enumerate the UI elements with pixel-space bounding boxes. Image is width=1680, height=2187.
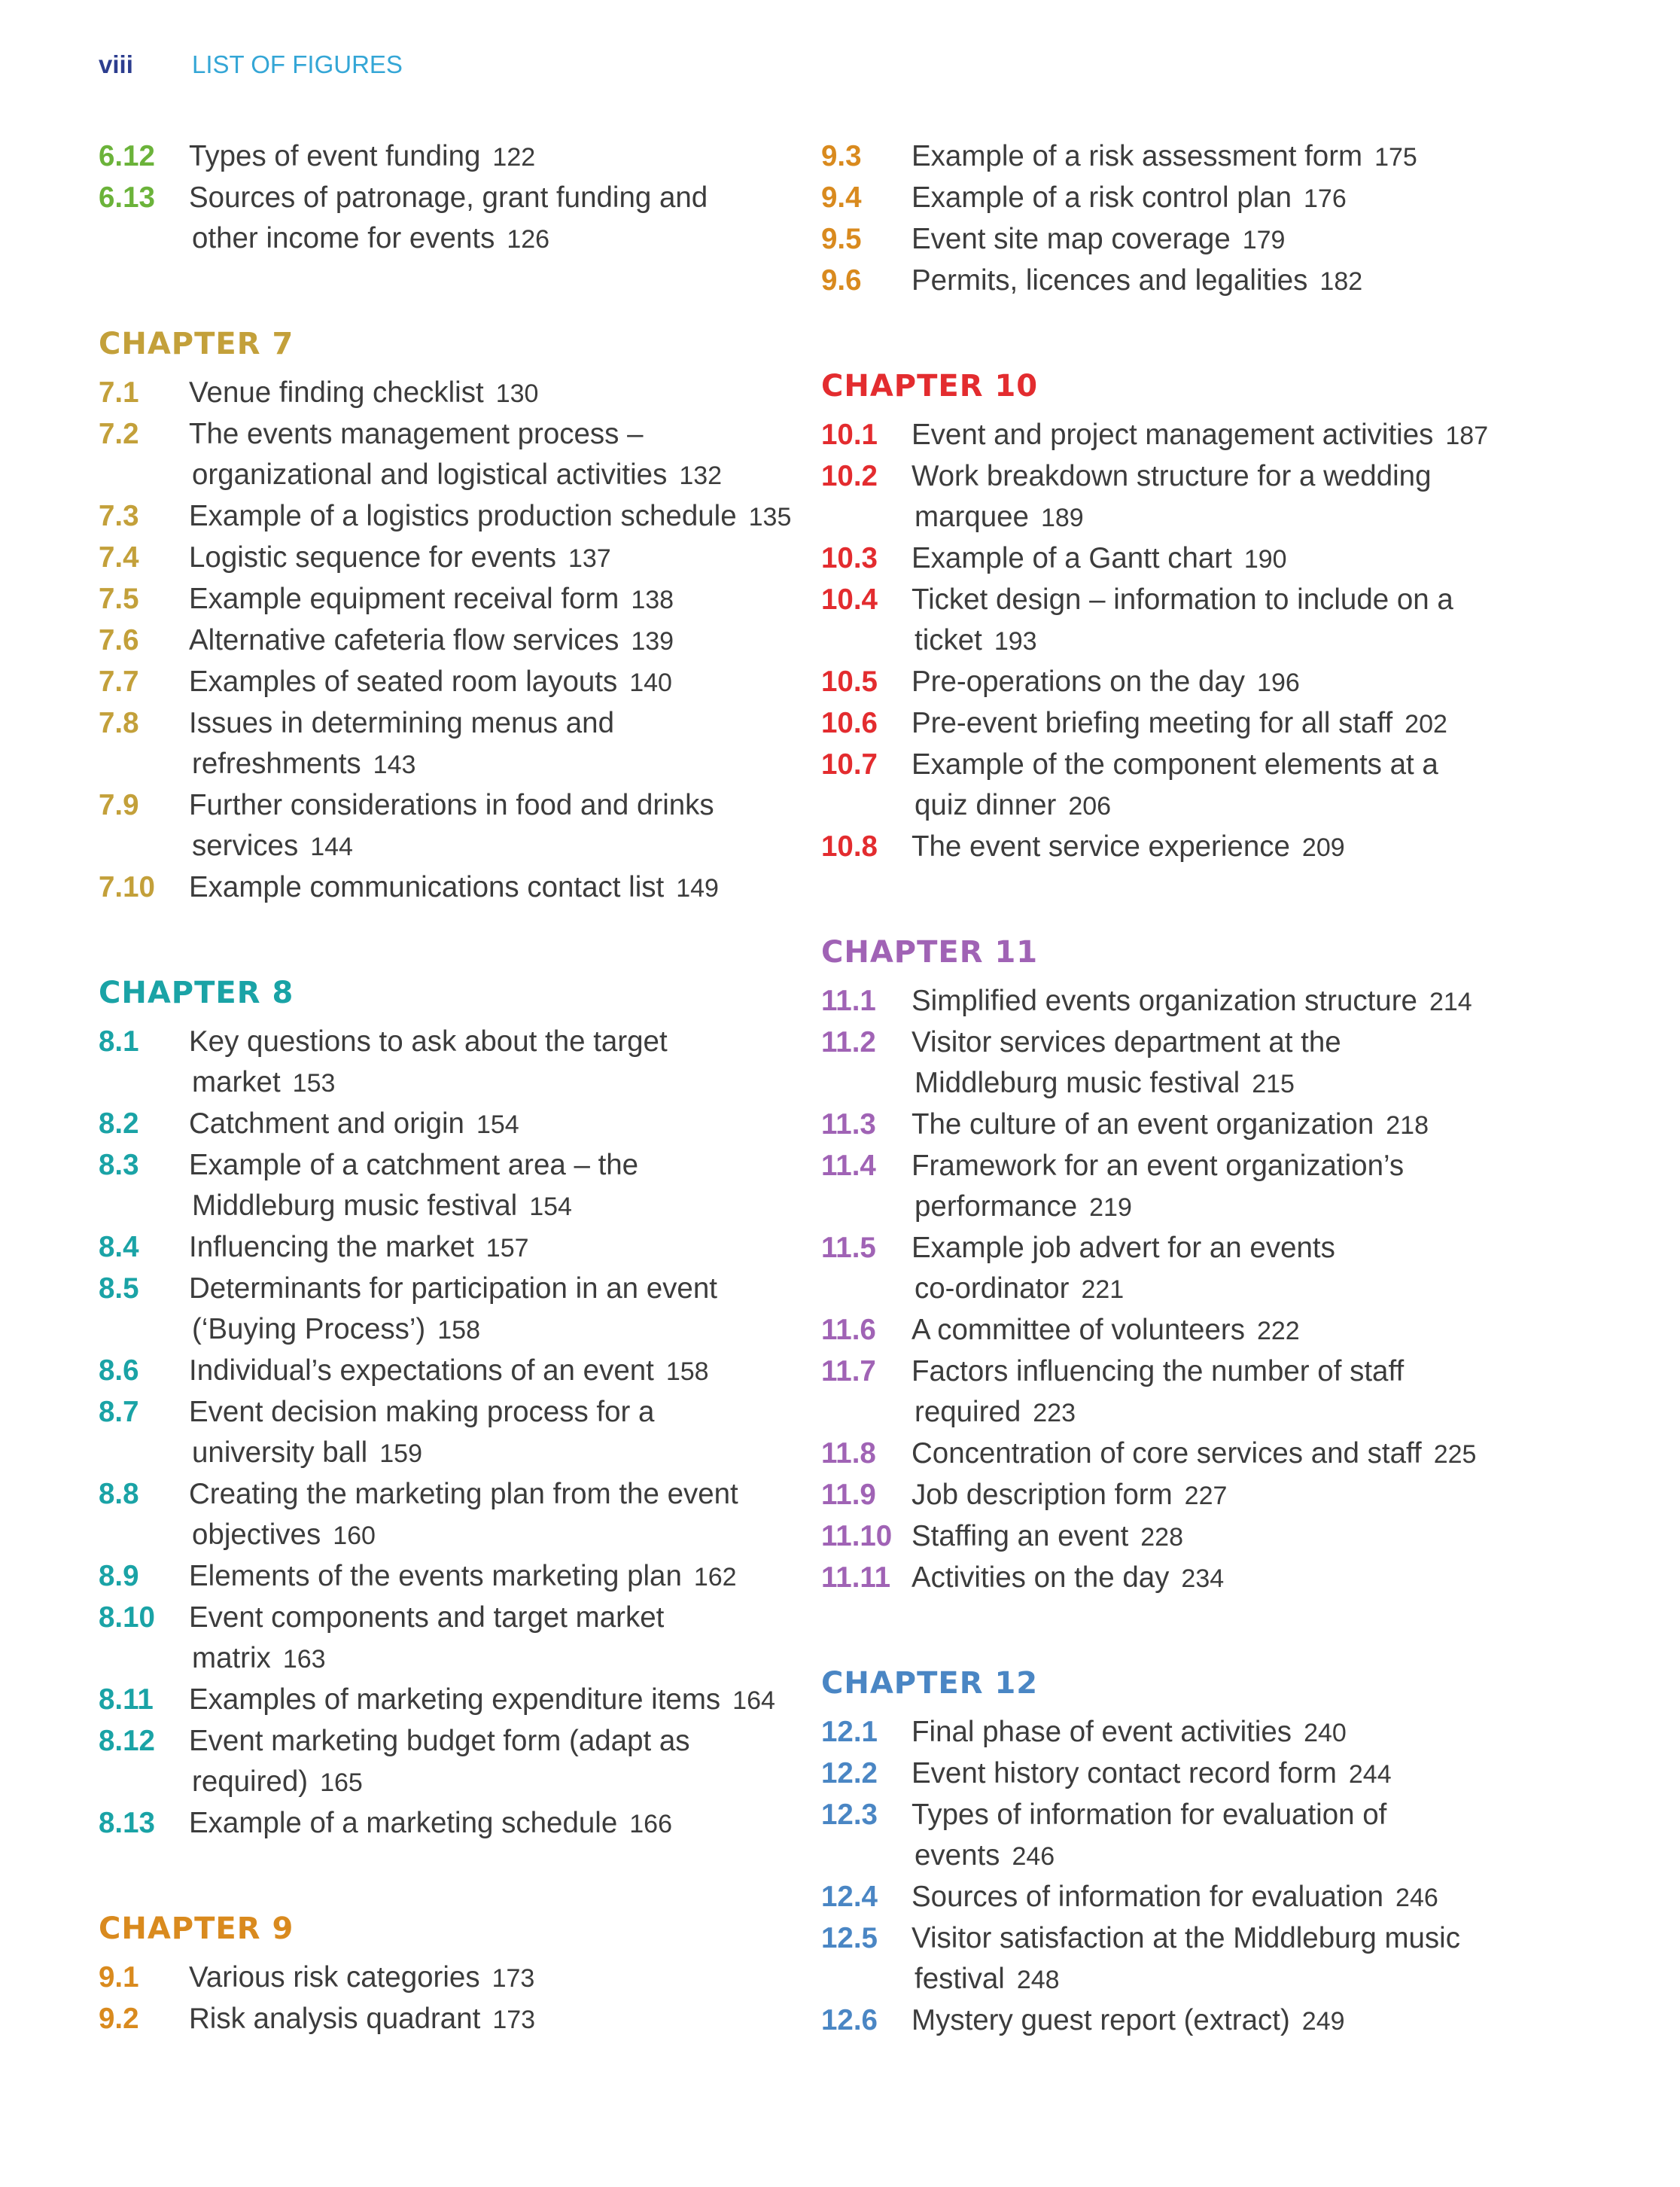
- figure-title: A committee of volunteers: [912, 1314, 1245, 1346]
- figure-entry: [821, 981, 1559, 1022]
- figure-number: 7.1: [99, 376, 139, 409]
- figure-title-continued: marquee: [915, 501, 1029, 533]
- figure-title: Visitor services department at the: [912, 1026, 1341, 1058]
- figure-entry: [821, 1228, 1559, 1310]
- section-chapter-9: [99, 1909, 776, 2040]
- figure-entry: [821, 703, 1559, 745]
- figure-title: Job description form: [912, 1479, 1173, 1511]
- figure-title: Example of a risk control plan: [912, 181, 1292, 214]
- figure-number: 8.13: [99, 1807, 155, 1839]
- figure-title: Venue finding checklist: [189, 376, 484, 409]
- figure-page: 240: [1304, 1719, 1347, 1747]
- figure-page: 182: [1319, 267, 1363, 296]
- figure-title-continued: ticket: [915, 624, 982, 656]
- figure-title: Mystery guest report (extract): [912, 2004, 1290, 2036]
- figure-title: Example job advert for an events: [912, 1232, 1335, 1264]
- section-chapter-6-continued: [99, 136, 776, 260]
- figure-number: 11.8: [821, 1437, 876, 1470]
- figure-entry: [821, 1877, 1559, 1918]
- figure-title-continued: Middleburg music festival: [915, 1067, 1240, 1099]
- section-chapter-8: [99, 973, 776, 1844]
- figure-entry: [99, 662, 776, 703]
- figure-entry: [99, 620, 776, 662]
- figure-title-continued: university ball: [192, 1436, 368, 1469]
- figure-title: Examples of marketing expenditure items: [189, 1683, 721, 1716]
- figure-number: 11.6: [821, 1314, 876, 1346]
- figure-title-continued: organizational and logistical activities: [192, 458, 668, 491]
- figure-title: Event components and target market: [189, 1601, 665, 1634]
- figure-page: 153: [292, 1069, 336, 1098]
- figure-number: 8.9: [99, 1560, 139, 1592]
- figure-entry: [821, 827, 1559, 868]
- figure-title: Elements of the events marketing plan: [189, 1560, 682, 1592]
- figure-entry: [99, 1227, 776, 1269]
- figure-number: 11.3: [821, 1108, 876, 1141]
- figure-number: 8.10: [99, 1601, 155, 1634]
- figure-number: 10.3: [821, 542, 878, 574]
- figure-page: 206: [1068, 792, 1112, 821]
- figure-title: Types of information for evaluation of: [912, 1799, 1387, 1831]
- figure-number: 12.3: [821, 1799, 878, 1831]
- figure-title: Issues in determining menus and: [189, 707, 614, 739]
- figure-number: 11.5: [821, 1232, 876, 1264]
- figure-title: Catchment and origin: [189, 1107, 464, 1140]
- figure-page: 223: [1033, 1399, 1076, 1427]
- figure-entry: [821, 260, 1559, 302]
- figure-title: Framework for an event organization’s: [912, 1150, 1405, 1182]
- figure-title: Example communications contact list: [189, 871, 665, 903]
- left-column: [99, 136, 792, 2105]
- figure-title: The events management process –: [189, 418, 644, 450]
- figure-page: 209: [1301, 833, 1345, 862]
- figure-entry: [99, 1721, 776, 1803]
- figure-entry: [99, 1145, 776, 1227]
- figure-title: Example of the component elements at a: [912, 748, 1438, 781]
- figure-number: 9.1: [99, 1961, 139, 1994]
- figure-title-continued: objectives: [192, 1518, 321, 1551]
- figure-title: Event and project management activities: [912, 419, 1434, 451]
- figure-entry: [99, 1474, 776, 1556]
- right-column: [821, 136, 1559, 2106]
- chapter-heading: CHAPTER 11: [821, 935, 1039, 970]
- figure-entry: [821, 580, 1559, 662]
- figure-page: 163: [282, 1645, 326, 1674]
- figure-page: 137: [568, 544, 611, 573]
- figure-page: 139: [631, 627, 674, 656]
- figure-title: Concentration of core services and staff: [912, 1437, 1422, 1470]
- figure-page: 228: [1140, 1523, 1183, 1552]
- figure-number: 7.4: [99, 541, 139, 574]
- figure-entry: [99, 496, 792, 538]
- figure-number: 8.1: [99, 1025, 139, 1058]
- figure-page: 158: [665, 1357, 709, 1386]
- figure-entry: [821, 415, 1559, 456]
- figure-title: Factors influencing the number of staff: [912, 1355, 1405, 1387]
- chapter-heading: CHAPTER 7: [99, 327, 294, 361]
- figure-title: Example of a marketing schedule: [189, 1807, 618, 1839]
- figure-title: Activities on the day: [912, 1561, 1170, 1594]
- section-chapter-7: [99, 324, 792, 909]
- figure-page: 154: [476, 1110, 519, 1139]
- figure-entry: [821, 538, 1559, 580]
- figure-page: 126: [507, 225, 550, 254]
- figure-number: 12.4: [821, 1881, 878, 1913]
- figure-entry: [821, 456, 1559, 538]
- figure-page: 189: [1040, 504, 1084, 532]
- chapter-heading: CHAPTER 12: [821, 1666, 1039, 1701]
- figure-title: Pre-event briefing meeting for all staff: [912, 707, 1393, 739]
- figure-page: 179: [1242, 226, 1286, 254]
- figure-page: 196: [1257, 669, 1300, 697]
- figure-number: 11.1: [821, 985, 876, 1017]
- figure-title: Creating the marketing plan from the event: [189, 1478, 738, 1510]
- figure-number: 12.5: [821, 1922, 878, 1954]
- figure-number: 7.8: [99, 707, 139, 739]
- figure-page: 140: [629, 669, 672, 697]
- figure-title: Visitor satisfaction at the Middleburg music: [912, 1922, 1460, 1954]
- figure-title: Examples of seated room layouts: [189, 666, 618, 698]
- figure-number: 9.3: [821, 140, 862, 172]
- figure-entry: [821, 662, 1559, 703]
- figure-title: Event history contact record form: [912, 1757, 1337, 1790]
- figure-number: 8.8: [99, 1478, 139, 1510]
- section-chapter-12: [821, 1664, 1559, 2042]
- figure-page: 143: [373, 751, 416, 779]
- figure-page: 234: [1181, 1564, 1225, 1593]
- figure-page: 149: [676, 874, 719, 903]
- figure-title: The culture of an event organization: [912, 1108, 1374, 1141]
- figure-title-continued: required): [192, 1765, 309, 1798]
- figure-page: 214: [1429, 988, 1472, 1016]
- figure-page: 130: [495, 379, 539, 408]
- figure-page: 164: [732, 1686, 775, 1715]
- figure-page: 173: [492, 2006, 536, 2034]
- figure-entry: [821, 1795, 1559, 1877]
- figure-title: Sources of information for evaluation: [912, 1881, 1384, 1913]
- figure-number: 8.5: [99, 1272, 139, 1305]
- figure-title: Final phase of event activities: [912, 1716, 1292, 1748]
- figure-title: Event decision making process for a: [189, 1396, 655, 1428]
- figure-page: 222: [1256, 1317, 1300, 1345]
- figure-title: Ticket design – information to include on a: [912, 583, 1453, 616]
- figure-page: 159: [379, 1439, 422, 1468]
- figure-entry: [99, 867, 776, 909]
- figure-title: Staffing an event: [912, 1520, 1129, 1552]
- figure-title: Key questions to ask about the target: [189, 1025, 668, 1058]
- figure-entry: [821, 1918, 1559, 2000]
- figure-number: 11.2: [821, 1026, 876, 1058]
- figure-page: 219: [1089, 1193, 1132, 1222]
- figure-title-continued: market: [192, 1066, 281, 1098]
- figure-entry: [821, 1475, 1559, 1516]
- figure-entry: [821, 1351, 1559, 1433]
- figure-number: 10.2: [821, 460, 878, 492]
- figure-number: 10.6: [821, 707, 878, 739]
- figure-number: 7.10: [99, 871, 155, 903]
- figure-number: 9.2: [99, 2003, 139, 2035]
- figure-title-continued: (‘Buying Process’): [192, 1313, 426, 1345]
- figure-page: 190: [1243, 545, 1287, 574]
- figure-number: 7.6: [99, 624, 139, 656]
- figure-title: Example of a catchment area – the: [189, 1149, 639, 1181]
- running-header-title: LIST OF FIGURES: [192, 50, 403, 78]
- figure-entry: [99, 1680, 776, 1721]
- figure-page: 144: [310, 833, 353, 861]
- figure-entry: [821, 2000, 1559, 2042]
- figure-number: 9.4: [821, 181, 862, 214]
- figure-page: 187: [1445, 422, 1489, 450]
- chapter-heading: CHAPTER 8: [99, 976, 294, 1010]
- figure-title-continued: performance: [915, 1190, 1078, 1223]
- figure-entry: [99, 178, 776, 260]
- figure-entry: [99, 1598, 776, 1680]
- running-header: [99, 50, 403, 80]
- page-number: viii: [99, 50, 133, 78]
- figure-title-continued: required: [915, 1396, 1021, 1428]
- figure-page: 138: [631, 586, 674, 614]
- figure-title: Example of a logistics production schedule: [189, 500, 737, 532]
- figure-page: 166: [629, 1810, 672, 1838]
- figure-number: 9.5: [821, 223, 862, 255]
- figure-number: 10.8: [821, 830, 878, 863]
- figure-number: 12.6: [821, 2004, 878, 2036]
- figure-title: Event site map coverage: [912, 223, 1231, 255]
- figure-page: 221: [1081, 1275, 1125, 1304]
- figure-page: 157: [485, 1234, 529, 1263]
- figure-number: 7.5: [99, 583, 139, 615]
- figure-title: Sources of patronage, grant funding and: [189, 181, 708, 214]
- figure-title-continued: services: [192, 830, 299, 862]
- figure-page: 175: [1374, 143, 1417, 172]
- figure-number: 10.4: [821, 583, 878, 616]
- figure-title: The event service experience: [912, 830, 1290, 863]
- figure-number: 11.9: [821, 1479, 876, 1511]
- figure-entry: [99, 785, 776, 867]
- section-chapter-11: [821, 933, 1559, 1599]
- figure-page: 246: [1395, 1884, 1438, 1912]
- figure-page: 227: [1184, 1482, 1228, 1510]
- figure-page: 132: [679, 461, 723, 490]
- figure-entry: [821, 1516, 1559, 1558]
- figure-number: 8.11: [99, 1683, 154, 1716]
- figure-page: 215: [1252, 1070, 1295, 1098]
- figure-number: 8.12: [99, 1725, 155, 1757]
- figure-page: 193: [994, 627, 1037, 656]
- figure-title: Permits, licences and legalities: [912, 264, 1308, 297]
- figure-number: 11.4: [821, 1150, 876, 1182]
- figure-title: Further considerations in food and drinks: [189, 789, 714, 821]
- figure-title-continued: quiz dinner: [915, 789, 1057, 821]
- figure-page: 122: [492, 143, 536, 172]
- figure-entry: [99, 136, 776, 178]
- figure-number: 7.9: [99, 789, 139, 821]
- figure-title: Influencing the market: [189, 1231, 474, 1263]
- figure-number: 7.2: [99, 418, 139, 450]
- figure-page: 225: [1433, 1440, 1477, 1469]
- figure-page: 165: [320, 1768, 363, 1797]
- chapter-heading: CHAPTER 10: [821, 369, 1039, 404]
- figure-title: Individual’s expectations of an event: [189, 1354, 654, 1387]
- figure-entry: [99, 1957, 776, 1999]
- figure-entry: [821, 1558, 1559, 1599]
- figure-page: 162: [693, 1563, 737, 1592]
- section-chapter-10: [821, 367, 1559, 868]
- figure-number: 12.2: [821, 1757, 878, 1790]
- figure-entry: [99, 1269, 776, 1351]
- figure-entry: [821, 1146, 1559, 1228]
- figure-entry: [99, 414, 776, 496]
- figure-page: 246: [1012, 1842, 1055, 1871]
- figure-title-continued: other income for events: [192, 222, 495, 254]
- figure-title-continued: Middleburg music festival: [192, 1189, 518, 1222]
- figure-number: 8.7: [99, 1396, 139, 1428]
- figure-number: 6.12: [99, 140, 155, 172]
- figure-entry: [821, 1104, 1559, 1146]
- figure-title: Event marketing budget form (adapt as: [189, 1725, 690, 1757]
- figure-title: Example equipment receival form: [189, 583, 619, 615]
- figure-number: 8.2: [99, 1107, 139, 1140]
- figure-title: Logistic sequence for events: [189, 541, 556, 574]
- figure-number: 11.11: [821, 1561, 891, 1594]
- figure-title: Alternative cafeteria flow services: [189, 624, 619, 656]
- figure-title: Types of event funding: [189, 140, 481, 172]
- figure-number: 9.6: [821, 264, 862, 297]
- figure-page: 135: [748, 503, 792, 532]
- figure-number: 12.1: [821, 1716, 878, 1748]
- figure-number: 10.5: [821, 666, 878, 698]
- figure-entry: [821, 1433, 1559, 1475]
- figure-title: Simplified events organization structure: [912, 985, 1417, 1017]
- figure-page: 218: [1386, 1111, 1429, 1140]
- figure-title-continued: refreshments: [192, 748, 361, 780]
- figure-title: Risk analysis quadrant: [189, 2003, 481, 2035]
- figure-number: 10.1: [821, 419, 878, 451]
- figure-entry: [99, 1022, 776, 1104]
- figure-title: Pre-operations on the day: [912, 666, 1246, 698]
- section-chapter-9-continued: [821, 136, 1559, 302]
- figure-entry: [821, 219, 1559, 260]
- figure-title: Determinants for participation in an event: [189, 1272, 717, 1305]
- figure-number: 10.7: [821, 748, 878, 781]
- figure-page: 249: [1301, 2007, 1345, 2036]
- figure-title: Example of a Gantt chart: [912, 542, 1232, 574]
- figure-entry: [821, 1712, 1559, 1753]
- figure-number: 7.7: [99, 666, 139, 698]
- figure-entry: [821, 1022, 1559, 1104]
- figure-title: Work breakdown structure for a wedding: [912, 460, 1432, 492]
- figure-title: Various risk categories: [189, 1961, 480, 1994]
- figure-page: 176: [1304, 184, 1347, 213]
- figure-entry: [99, 373, 776, 414]
- figure-entry: [99, 703, 776, 785]
- chapter-heading: CHAPTER 9: [99, 1911, 294, 1946]
- figure-entry: [821, 1753, 1559, 1795]
- figure-number: 11.7: [821, 1355, 876, 1387]
- figure-number: 8.4: [99, 1231, 139, 1263]
- figure-page: 202: [1405, 710, 1447, 739]
- figure-page: 154: [529, 1192, 572, 1221]
- figure-title: Example of a risk assessment form: [912, 140, 1363, 172]
- figure-entry: [821, 178, 1559, 219]
- figure-page: 160: [333, 1521, 376, 1550]
- figure-title-continued: co-ordinator: [915, 1272, 1070, 1305]
- figure-entry: [99, 538, 776, 579]
- figure-title-continued: festival: [915, 1963, 1005, 1995]
- figure-number: 8.3: [99, 1149, 139, 1181]
- figure-page: 158: [437, 1316, 480, 1345]
- figure-entry: [99, 1104, 776, 1145]
- figure-number: 7.3: [99, 500, 139, 532]
- figure-entry: [99, 1351, 776, 1392]
- figure-entry: [99, 1556, 776, 1598]
- figure-entry: [99, 1999, 776, 2040]
- figure-entry: [99, 1392, 776, 1474]
- figure-entry: [821, 1310, 1559, 1351]
- figure-number: 11.10: [821, 1520, 893, 1552]
- figure-page: 248: [1016, 1966, 1060, 1994]
- figure-entry: [821, 745, 1559, 827]
- figure-entry: [99, 1803, 776, 1844]
- figure-title-continued: matrix: [192, 1642, 271, 1674]
- figure-page: 244: [1348, 1760, 1392, 1789]
- figure-entry: [99, 579, 776, 620]
- figure-number: 8.6: [99, 1354, 139, 1387]
- figure-entry: [821, 136, 1559, 178]
- figure-page: 173: [492, 1964, 535, 1993]
- figure-title-continued: events: [915, 1839, 1000, 1872]
- figure-number: 6.13: [99, 181, 155, 214]
